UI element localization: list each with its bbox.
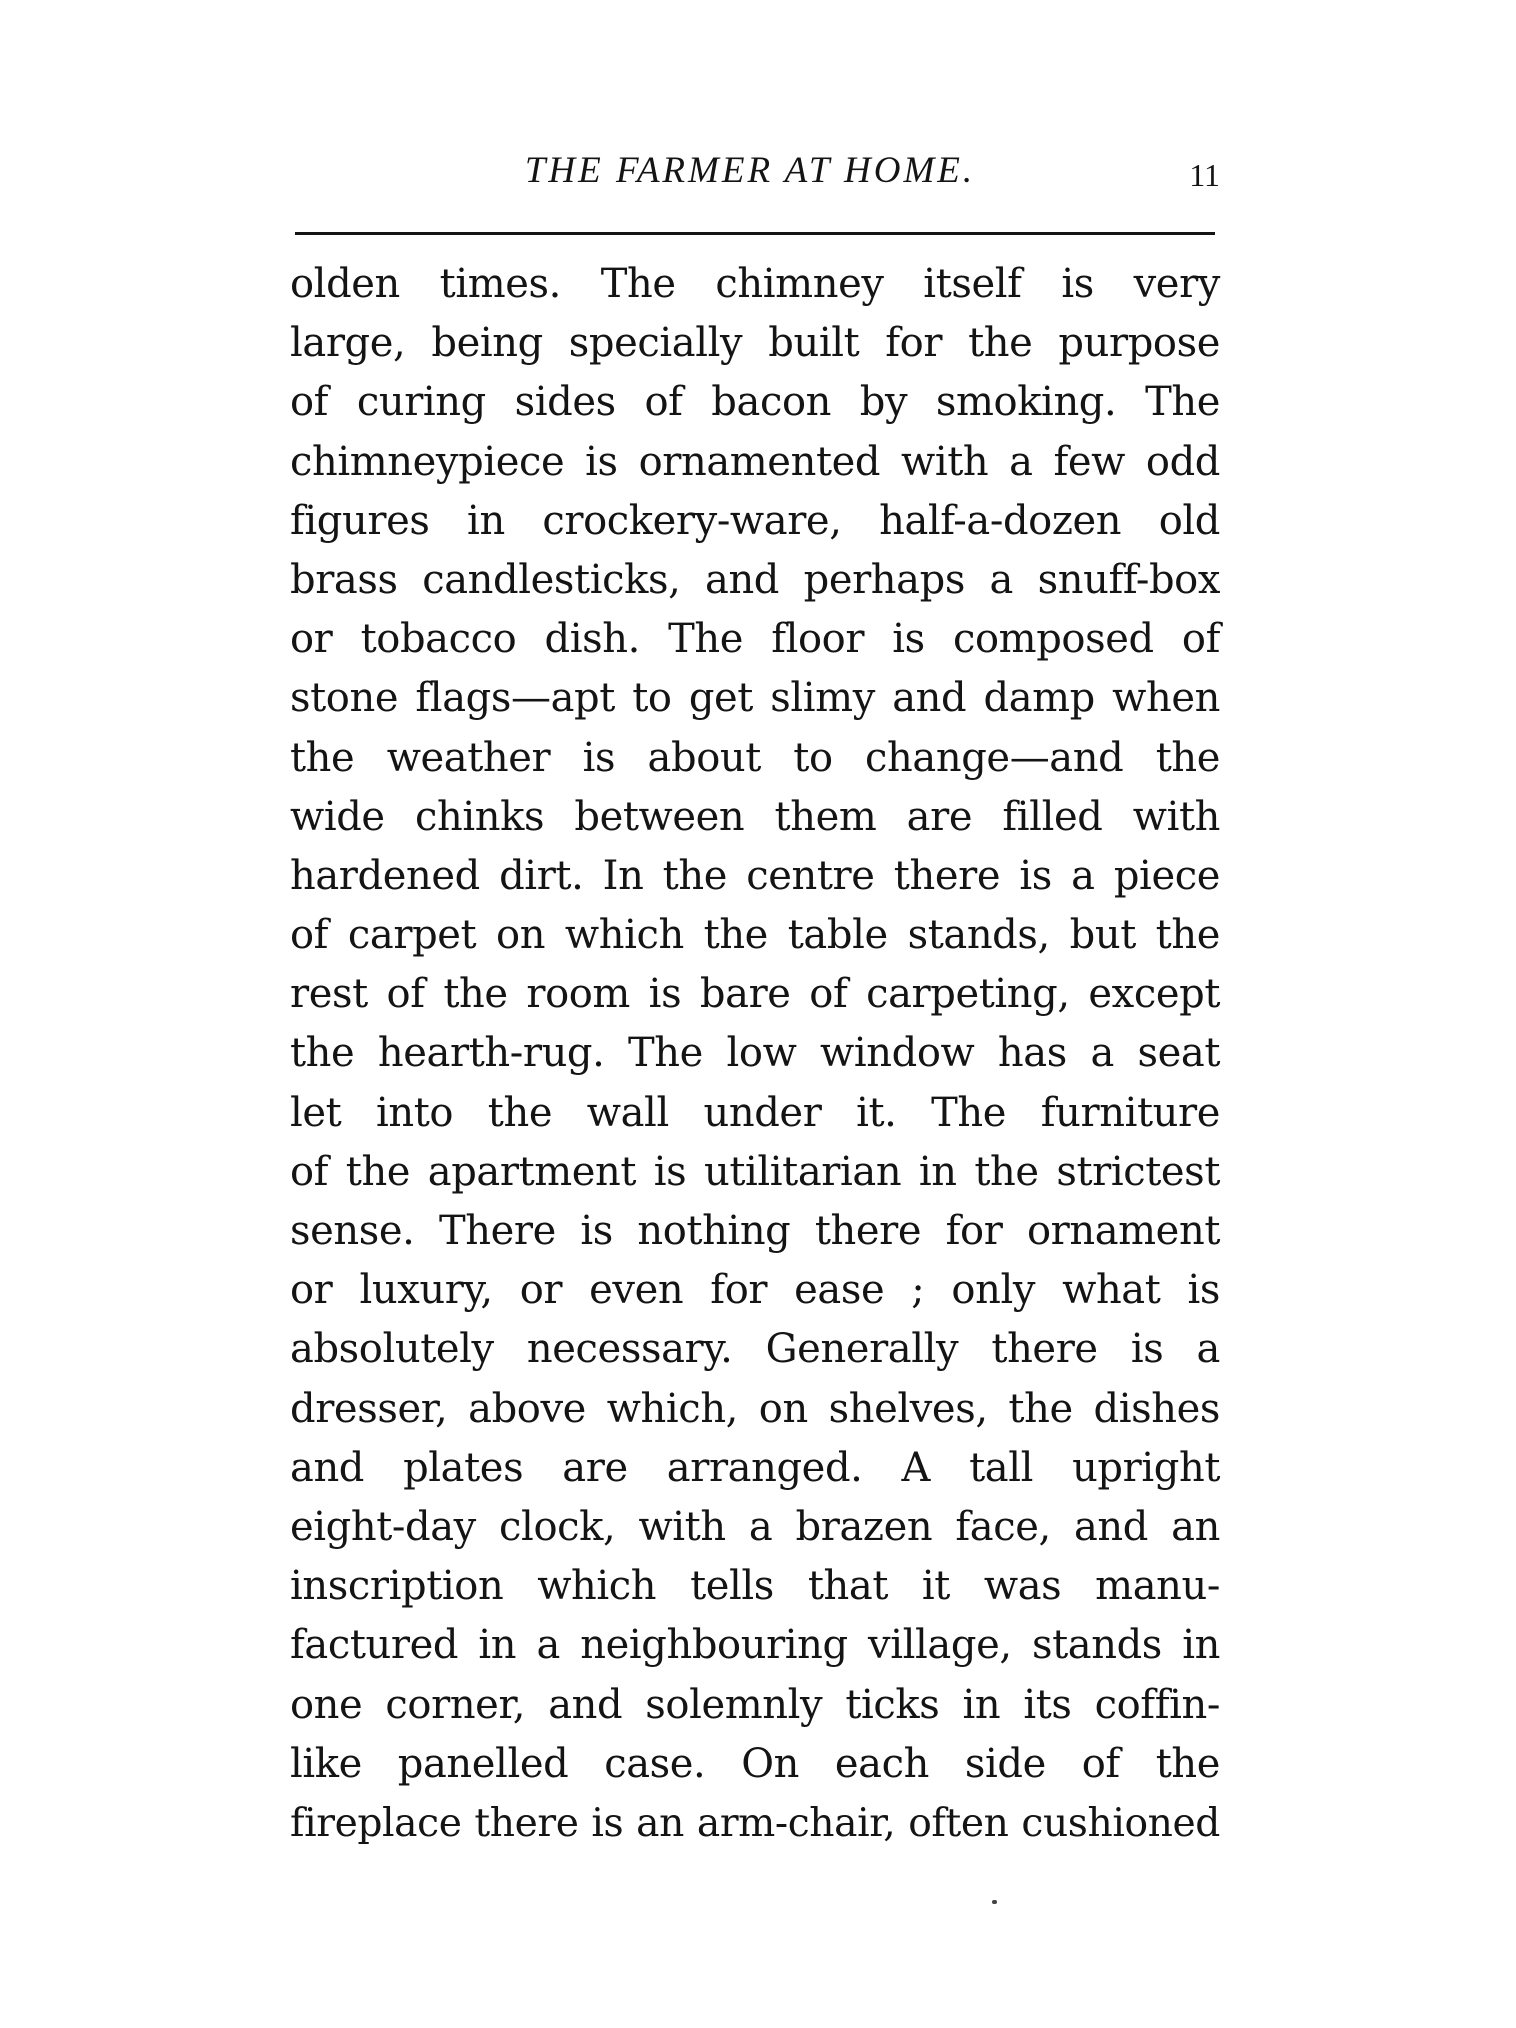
text-line: the hearth-rug. The low window has a seat	[290, 1030, 1220, 1077]
text-line: of carpet on which the table stands, but the	[290, 912, 1220, 959]
text-line: olden times. The chimney itself is very	[290, 261, 1220, 307]
text-line: let into the wall under it. The furniture	[290, 1089, 1220, 1136]
text-line: large, being specially built for the purpose	[290, 320, 1220, 367]
text-line: eight-day clock, with a brazen face, and an	[290, 1503, 1220, 1550]
text-line: rest of the room is bare of carpeting, except	[290, 971, 1220, 1018]
text-line: hardened dirt. In the centre there is a piece	[290, 852, 1220, 899]
text-line: or tobacco dish. The floor is composed of	[290, 616, 1220, 663]
text-line: fireplace there is an arm-chair, often cushioned	[290, 1800, 1220, 1846]
text-line: like panelled case. On each side of the	[290, 1740, 1220, 1787]
text-line: and plates are arranged. A tall upright	[290, 1444, 1220, 1491]
running-title: THE FARMER AT HOME.	[524, 150, 976, 191]
text-line: factured in a neighbouring village, stands in	[290, 1622, 1220, 1669]
text-line: wide chinks between them are filled with	[290, 793, 1220, 840]
text-line: chimneypiece is ornamented with a few odd	[290, 438, 1220, 485]
text-line: the weather is about to change—and the	[290, 734, 1220, 781]
text-line: sense. There is nothing there for ornament	[290, 1208, 1220, 1254]
text-line: brass candlesticks, and perhaps a snuff-box	[290, 556, 1220, 603]
text-line: or luxury, or even for ease ; only what is	[290, 1267, 1220, 1314]
text-line: of the apartment is utilitarian in the strictest	[290, 1148, 1220, 1195]
printer-mark	[992, 1900, 997, 1904]
running-header	[290, 143, 1220, 203]
text-line: figures in crockery-ware, half-a-dozen old	[290, 497, 1220, 544]
text-line: dresser, above which, on shelves, the dishes	[290, 1385, 1220, 1432]
text-line: of curing sides of bacon by smoking. The	[290, 379, 1220, 426]
text-line: stone flags—apt to get slimy and damp when	[290, 675, 1220, 722]
page-number: 11	[1189, 157, 1220, 193]
text-line: absolutely necessary. Generally there is a	[290, 1326, 1220, 1373]
body-text	[290, 255, 1220, 1853]
header-rule	[295, 232, 1215, 235]
text-line: one corner, and solemnly ticks in its coffin-	[290, 1681, 1220, 1728]
text-line: inscription which tells that it was manu-	[290, 1563, 1220, 1610]
